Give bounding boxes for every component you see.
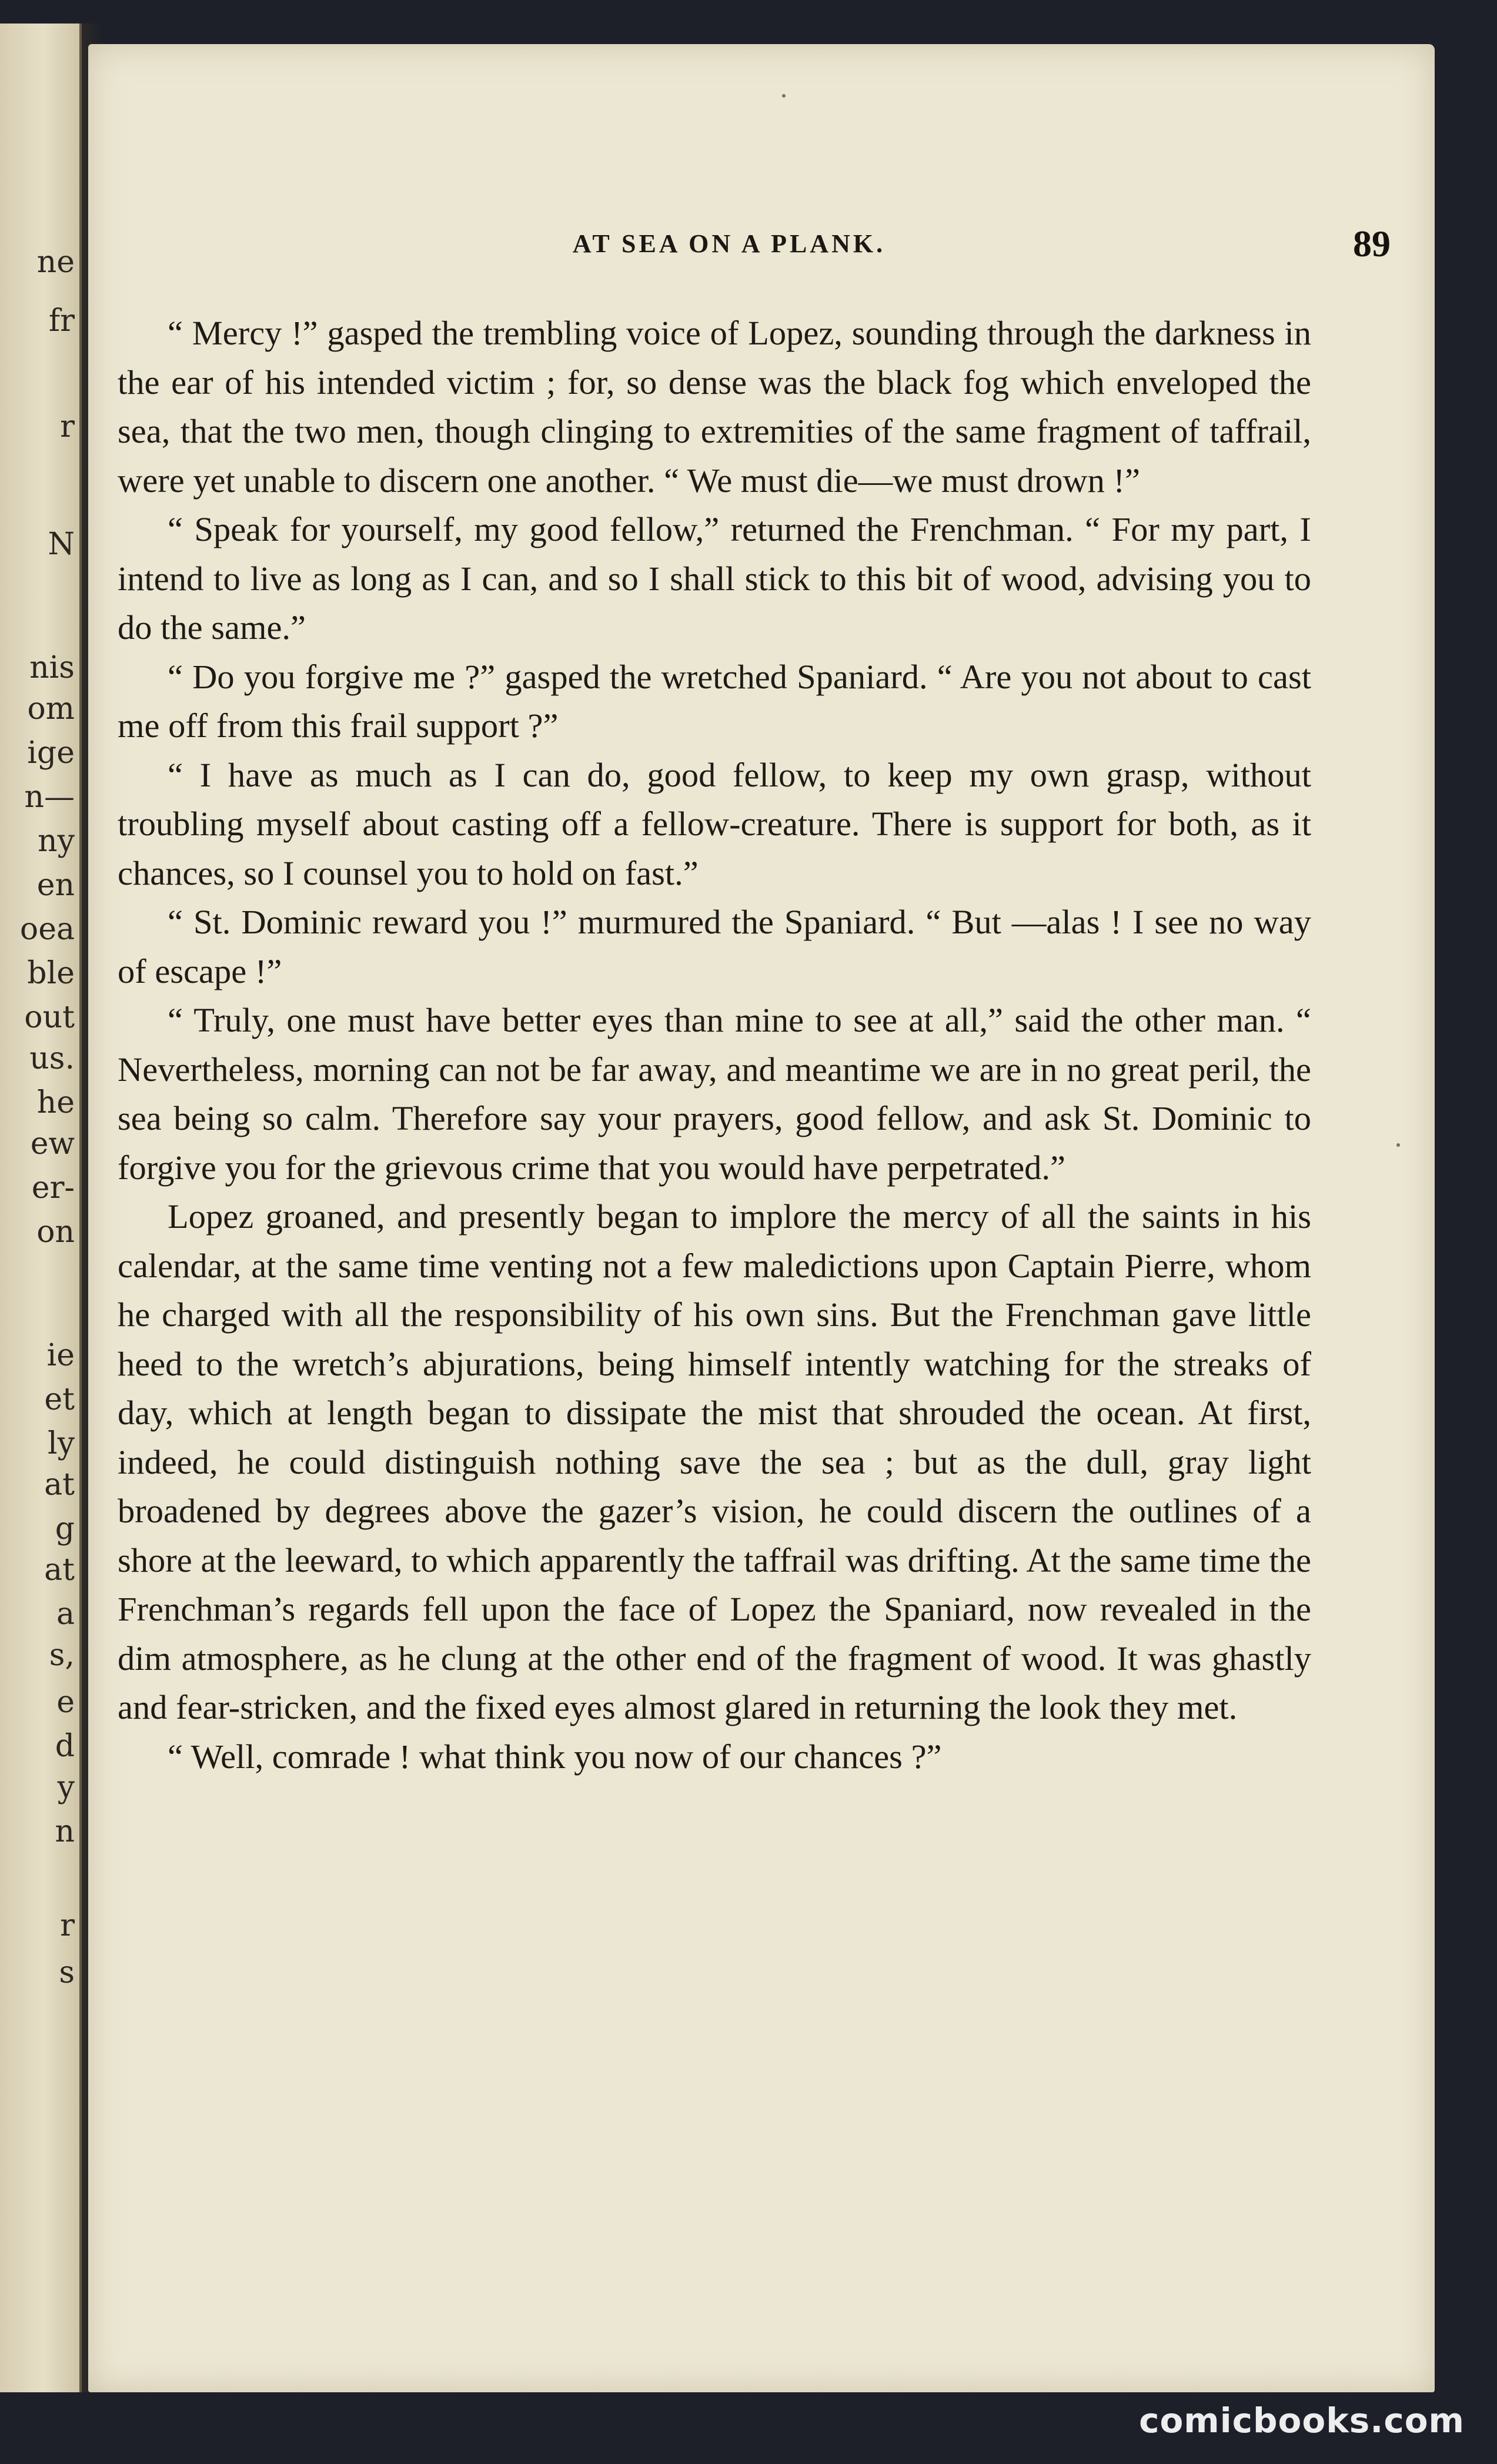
paragraph: Lopez groaned, and presently began to implore the mercy of all the saints in his calendar, at the same time venting not a few maledictions upon Captain Pierre, whom he charged with all the responsibility of his own sins. But the Frenchman gave little heed to the wretch’s abjurations, being himself intently watching for the streaks of day, which at length began to dissipate the mist that shrouded the ocean. At first, indeed, he could distinguish nothing save the sea ; but as the dull, gray light broadened by degrees above the gazer’s vision, he could discern the outlines of a shore at the leeward, to which apparently the taffrail was drifting. At the same time the Frenchman’s regards fell upon the face of Lopez the Spaniard, now revealed in the dim atmosphere, as he clung at the other end of the fragment of wood. It was ghastly and fear-stricken, and the fixed eyes almost glared in returning the look they met.	[118, 1197, 1311, 1726]
paragraph: “ Speak for yourself, my good fellow,” returned the Frenchman. “ For my part, I intend to live as long as I can, and so I shall stick to this bit of wood, advising you to do the same.”	[118, 510, 1311, 647]
left-page-fragment: nis	[29, 650, 75, 685]
left-page-fragment: N	[48, 527, 75, 562]
final-line: “ Well, comrade ! what think you now of our chances ?”	[168, 1737, 942, 1776]
left-page-fragment: er-	[31, 1170, 75, 1206]
left-page-fragment: et	[44, 1382, 75, 1417]
left-page-fragment: s,	[49, 1638, 75, 1673]
left-page-fragment: d	[55, 1729, 75, 1764]
body-text	[118, 309, 1311, 1781]
left-page-fragment: ew	[30, 1126, 75, 1161]
left-page-fragment: out	[24, 1000, 75, 1035]
running-head	[88, 220, 1435, 267]
left-page-fragment: ny	[38, 823, 75, 859]
left-page-fragment: at	[44, 1467, 75, 1502]
page-number: 89	[1353, 223, 1391, 265]
paper-speck	[782, 94, 786, 98]
left-page-fragment: ne	[36, 245, 75, 280]
left-page-fragment: on	[36, 1214, 75, 1250]
left-page-fragment: he	[36, 1085, 75, 1120]
left-page-edge	[0, 24, 82, 2392]
running-title: AT SEA ON A PLANK.	[572, 229, 886, 258]
left-page-fragment: fr	[48, 303, 75, 339]
left-page-fragment: y	[57, 1770, 75, 1805]
left-page-fragment: at	[44, 1552, 75, 1588]
left-page-fragment: e	[56, 1685, 75, 1720]
left-page-fragment: r	[60, 409, 75, 444]
left-page-fragment: n	[55, 1814, 75, 1849]
left-page-fragment: r	[60, 1908, 75, 1943]
book-page	[88, 44, 1435, 2392]
paragraph: “ Mercy !” gasped the trembling voice of Lopez, sounding through the darkness in the ear of his intended victim ; for, so dense was the black fog which enveloped the sea, that the two men, though clinging to extremities of the same fragment of taffrail, were yet unable to discern one another. “ We must die—we must drown !”	[118, 314, 1311, 500]
left-page-fragment: om	[27, 691, 75, 727]
left-page-fragment: ble	[27, 956, 75, 991]
left-page-fragment: a	[56, 1596, 75, 1632]
left-page-fragment: ige	[27, 735, 75, 771]
left-page-fragment: ly	[47, 1426, 75, 1461]
left-page-fragment: en	[36, 868, 75, 903]
left-page-fragment: s	[59, 1955, 75, 1990]
left-page-fragment: us.	[29, 1041, 75, 1076]
left-page-fragment: oea	[19, 912, 75, 947]
paragraph: “ St. Dominic reward you !” murmured the Spaniard. “ But —alas ! I see no way of escape !”	[118, 903, 1311, 990]
paragraph: “ I have as much as I can do, good fellow, to keep my own grasp, without troubling myself about casting off a fellow-creature. There is support for both, as it chances, so I counsel you to hold on fast.”	[118, 755, 1311, 892]
left-page-fragment: ie	[46, 1338, 75, 1373]
left-page-fragment: n—	[24, 779, 75, 815]
paper-speck	[1396, 1143, 1400, 1147]
watermark: comicbooks.com	[1139, 2401, 1465, 2440]
left-page-fragment: g	[55, 1511, 75, 1546]
paragraph: “ Do you forgive me ?” gasped the wretched Spaniard. “ Are you not about to cast me off from this frail support ?”	[118, 657, 1311, 745]
paragraph: “ Truly, one must have better eyes than mine to see at all,” said the other man. “ Nevertheless, morning can not be far away, and meantime we are in no great peril, the sea being so calm. Therefore say your prayers, good fellow, and ask St. Dominic to forgive you for the grievous crime that you would have perpetrated.”	[118, 1001, 1311, 1187]
